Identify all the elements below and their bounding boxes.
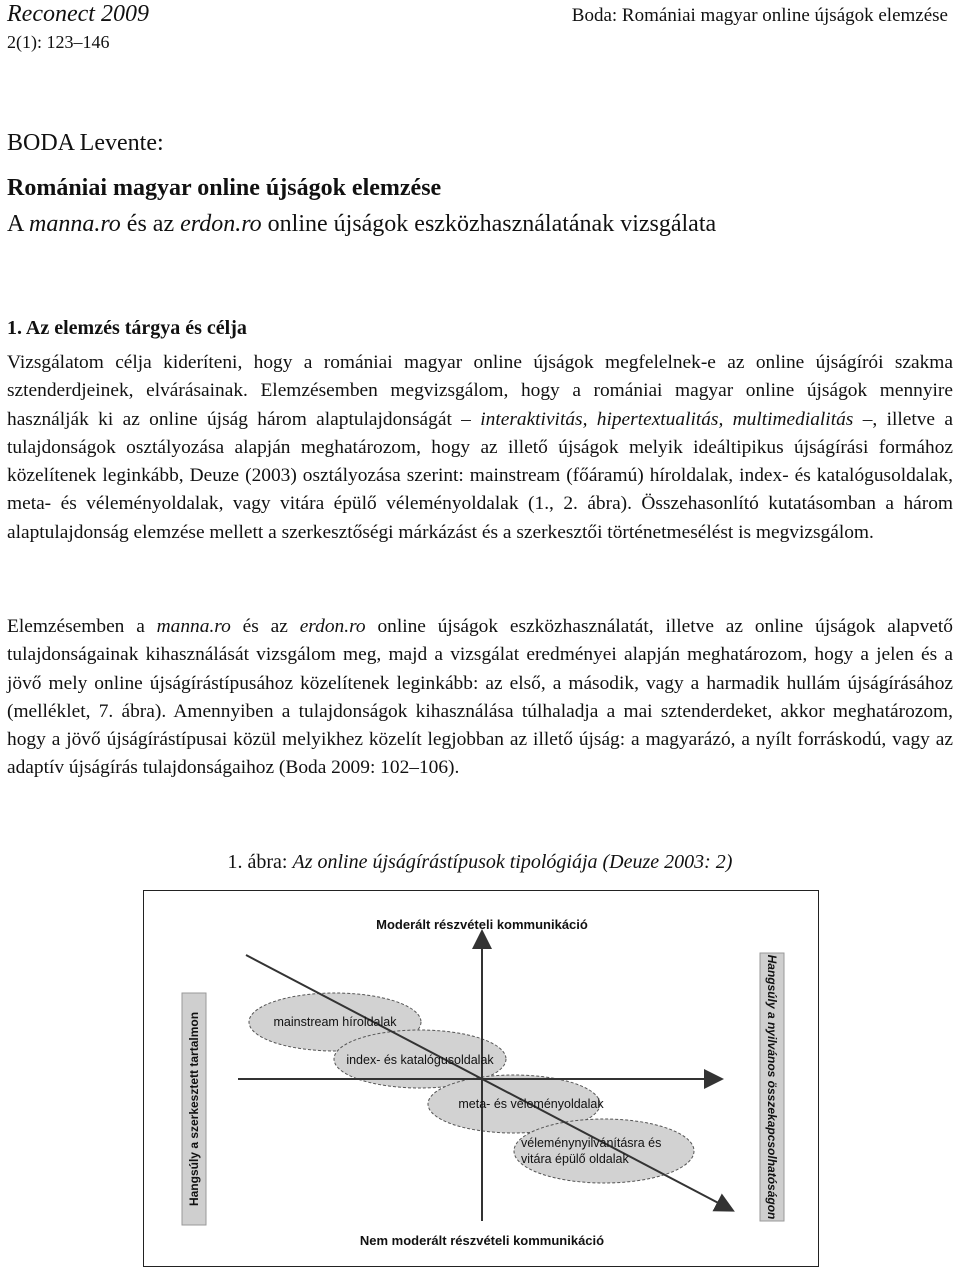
typology-diagram <box>144 891 820 1268</box>
paragraph: Elemzésemben a manna.ro és az erdon.ro online újságok eszközhasználatát, illetve az online újságok alapvető tulajdonságainak kihasználását vizsgálom meg, majd a vizsgálat eredményei alapján meghatározom, hogy a jelen és a jövő mely online újságírástípusához közelítenek leginkább: az első, a második, vagy a harmadik hullám újságírásához (melléklet, 7. ábra). Amennyiben a tulajdonságok kihasználása túlhaladja a mai sztenderdeket, akkor meghatározom, hogy a jövő újságírástípusai közül melyikhez közelít legjobban az illető újság: a magyarázó, a nyílt forráskodú, vagy az adaptív újságírás tulajdonságaihoz (Boda 2009: 102–106). <box>7 616 953 779</box>
top-label: Moderált részvételi kommunikáció <box>376 917 588 932</box>
article-title: Romániai magyar online újságok elemzése <box>7 175 442 201</box>
diagonal-axis <box>246 955 726 1207</box>
ellipse-label: meta- és véleményoldalak <box>458 1097 604 1111</box>
journal-name: Reconect 2009 <box>7 1 149 27</box>
site-name: erdon.ro <box>299 616 366 637</box>
ellipse-label: véleménynyilvánításra és <box>521 1136 662 1150</box>
site-name: erdon.ro <box>180 211 262 237</box>
journal-header <box>7 0 149 54</box>
running-title: Boda: Romániai magyar online újságok elemzése <box>571 5 948 26</box>
right-label: Hangsúly a nyilvános összekapcsolhatóságon <box>765 954 779 1220</box>
paragraph: Vizsgálatom célja kideríteni, hogy a romániai magyar online újságok megfelelnek-e az online újságírói szakma sztenderdjeinek, elvárásainak. Elemzésemben megvizsgálom, hogy a romániai magyar online újságok mennyire használják ki az online újság három alaptulajdonságát – interaktivitás, hipertextualitás, multimedialitás –, illetve a tulajdonságok osztályozása alapján meghatározom, hogy az illető újságok melyik ideáltipikus újságírási formához közelítenek leginkább, Deuze (2003) osztályozása szerint: mainstream (főáramú) híroldalak, index- és katalógusoldalak, meta- és véleményoldalak, vagy vitára épülő véleményoldalak (1., 2. ábra). Összehasonlító kutatásomban a három alaptulajdonság elemzése mellett a szerkesztőségi márkázást és a szerkesztői történetmesélést is megvizsgálom. <box>7 352 953 543</box>
site-name: manna.ro <box>156 616 231 637</box>
ellipse-discussion <box>514 1119 694 1183</box>
ellipse-label: mainstream híroldalak <box>273 1015 397 1029</box>
emphasis: interaktivitás, hipertextualitás, multimedialitás <box>480 408 854 430</box>
figure-caption: 1. ábra: Az online újságírástípusok tipológiája (Deuze 2003: 2) <box>227 851 733 873</box>
ellipse-label: vitára épülő oldalak <box>521 1152 629 1166</box>
journal-issue: 2(1): 123–146 <box>7 32 110 52</box>
left-label: Hangsúly a szerkesztett tartalmon <box>187 1011 201 1207</box>
site-name: manna.ro <box>29 211 121 237</box>
article-subtitle: A manna.ro és az erdon.ro online újságok eszközhasználatának vizsgálata <box>7 211 717 237</box>
bottom-label: Nem moderált részvételi kommunikáció <box>359 1233 605 1248</box>
author: BODA Levente: <box>7 130 164 156</box>
typology-figure <box>143 890 819 1267</box>
section-heading: 1. Az elemzés tárgya és célja <box>7 317 247 339</box>
ellipse-label: index- és katalógusoldalak <box>346 1053 494 1067</box>
